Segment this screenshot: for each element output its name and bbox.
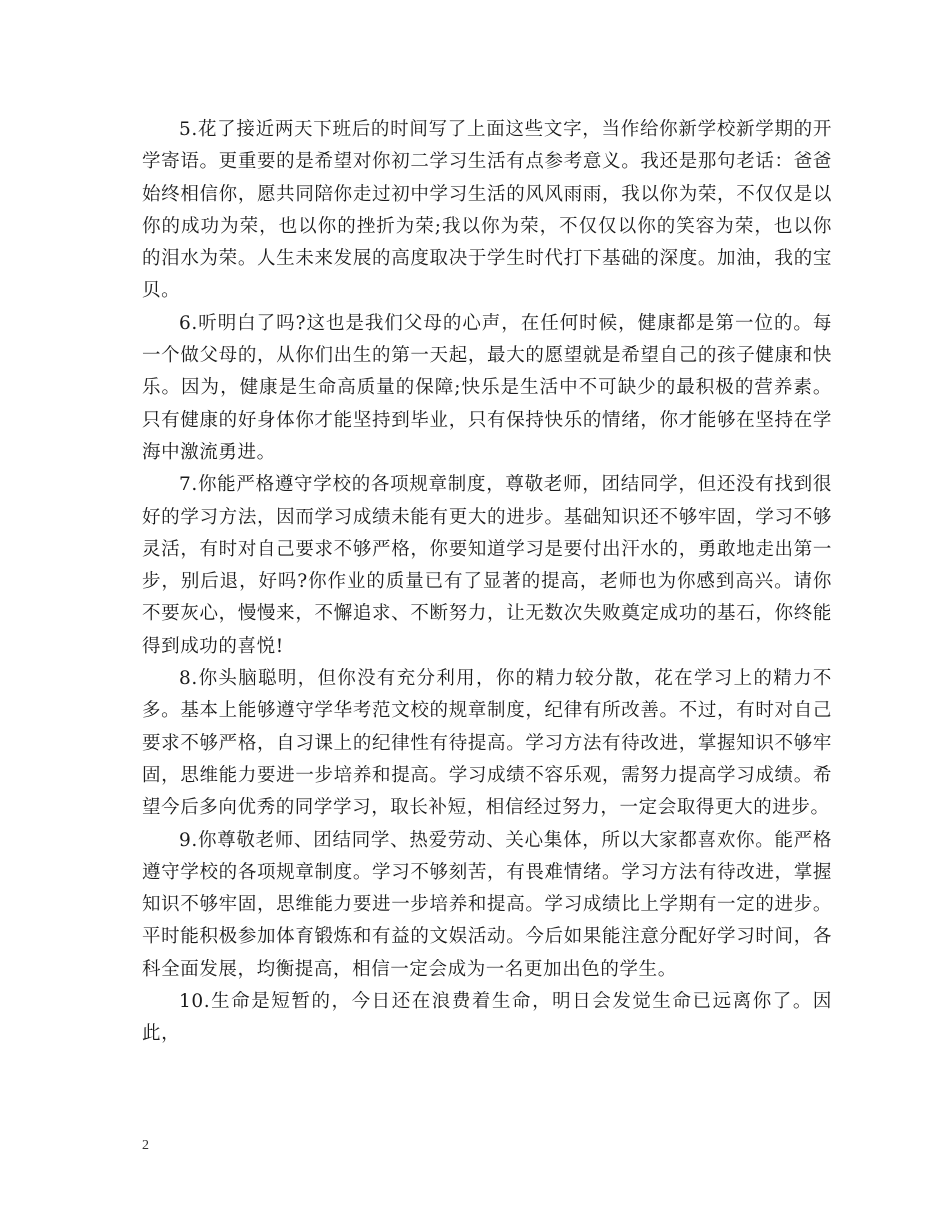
paragraph-8: 8.你头脑聪明，但你没有充分利用，你的精力较分散，花在学习上的精力不多。基本上能够遵守学华考范文校的规章制度，纪律有所改善。不过，有时对自己要求不够严格，自习课上的纪律性有待提高。学习方法有待改进，掌握知识不够牢固，思维能力要进一步培养和提高。学习成绩不容乐观，需努力提高学习成绩。希望今后多向优秀的同学学习，取长补短，相信经过努力，一定会取得更大的进步。 bbox=[142, 668, 832, 819]
paragraph-9: 9.你尊敬老师、团结同学、热爱劳动、关心集体，所以大家都喜欢你。能严格遵守学校的各项规章制度。学习不够刻苦，有畏难情绪。学习方法有待改进，掌握知识不够牢固，思维能力要进一步培养和提高。学习成绩比上学期有一定的进步。平时能积极参加体育锻炼和有益的文娱活动。今后如果能注意分配好学习时间，各科全面发展，均衡提高，相信一定会成为一名更加出色的学生。 bbox=[142, 829, 832, 980]
paragraph-10: 10.生命是短暂的，今日还在浪费着生命，明日会发觉生命已远离你了。因此， bbox=[142, 991, 832, 1045]
paragraph-5: 5.花了接近两天下班后的时间写了上面这些文字，当作给你新学校新学期的开学寄语。更重要的是希望对你初二学习生活有点参考意义。我还是那句老话：爸爸始终相信你，愿共同陪你走过初中学习生活的风风雨雨，我以你为荣，不仅仅是以你的成功为荣，也以你的挫折为荣;我以你为荣，不仅仅以你的笑容为荣，也以你的泪水为荣。人生未来发展的高度取决于学生时代打下基础的深度。加油，我的宝贝。 bbox=[142, 119, 832, 302]
paragraph-7: 7.你能严格遵守学校的各项规章制度，尊敬老师，团结同学，但还没有找到很好的学习方法，因而学习成绩未能有更大的进步。基础知识还不够牢固，学习不够灵活，有时对自己要求不够严格，你要知道学习是要付出汗水的，勇敢地走出第一步，别后退，好吗?你作业的质量已有了显著的提高，老师也为你感到高兴。请你不要灰心，慢慢来，不懈追求、不断努力，让无数次失败奠定成功的基石，你终能得到成功的喜悦! bbox=[142, 474, 832, 657]
paragraph-6: 6.听明白了吗?这也是我们父母的心声，在任何时候，健康都是第一位的。每一个做父母的，从你们出生的第一天起，最大的愿望就是希望自己的孩子健康和快乐。因为，健康是生命高质量的保障;快乐是生活中不可缺少的最积极的营养素。只有健康的好身体你才能坚持到毕业，只有保持快乐的情绪，你才能够在坚持在学海中激流勇进。 bbox=[142, 312, 832, 463]
page-number: 2 bbox=[142, 1138, 149, 1153]
document-body bbox=[142, 114, 832, 1051]
